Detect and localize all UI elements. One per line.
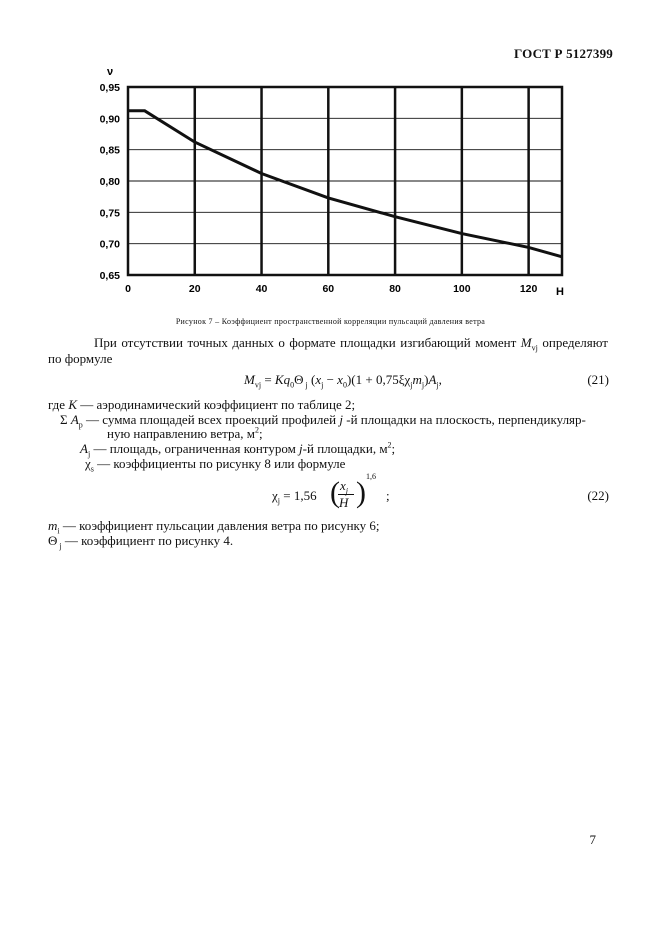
definition-sum-ap-cont: ную направлению ветра, $м^2$;: [107, 425, 263, 441]
figure-caption: Рисунок 7 – Коэффициент пространственной корреляции пульсаций давления ветра: [175, 317, 486, 326]
equation-21-number: (21): [587, 372, 609, 387]
definition-sum-ap: Σ $A_p$ — сумма площадей всех проекций профилей j -й площадки на плоскость, перпендикуляр-: [60, 412, 586, 430]
moment-subscript: vj: [531, 343, 538, 353]
intro-paragraph: [48, 335, 608, 367]
equation-22-number: (22): [587, 488, 609, 503]
definition-aj: $A_j$ — площадь, ограниченная контуром j-й площадки, $м^2$;: [80, 440, 396, 459]
x-tick-label: 80: [389, 283, 401, 295]
chart-grid: [128, 87, 562, 275]
definition-k: где K — аэродинамический коэффициент по таблице 2;: [48, 397, 356, 412]
x-axis-label: Н: [556, 286, 564, 298]
correlation-chart: [90, 60, 580, 305]
y-tick-label: 0,65: [99, 270, 120, 282]
x-tick-label: 0: [125, 283, 131, 295]
y-tick-label: 0,80: [99, 176, 120, 188]
y-tick-label: 0,90: [99, 113, 120, 126]
definition-theta: Θ $_j$ — коэффициент по рисунку 4.: [48, 533, 234, 551]
page-number: 7: [589, 832, 596, 847]
x-tick-label: 120: [519, 283, 538, 295]
y-tick-label: 0,75: [99, 207, 120, 220]
y-tick-labels: [100, 82, 121, 282]
y-tick-label: 0,70: [99, 238, 120, 251]
correlation-curve: [128, 111, 562, 257]
definition-mj: $m_i$ — коэффициент пульсации давления ветра по рисунку 6;: [48, 518, 380, 536]
definition-chi: $\chi_s$ — коэффициенты по рисунку 8 или формуле: [85, 456, 346, 474]
y-axis-label: ν: [107, 66, 114, 78]
x-tick-label: 40: [255, 283, 268, 295]
x-tick-labels: [125, 283, 537, 295]
paragraph-text-before: При отсутствии точных данных о формате площадки изгибающий момент: [94, 335, 521, 350]
y-tick-label: 0,85: [99, 144, 120, 157]
y-tick-label: 0,95: [99, 82, 120, 94]
x-tick-label: 100: [453, 283, 471, 295]
moment-symbol: M: [520, 335, 532, 350]
x-tick-label: 20: [188, 283, 201, 295]
x-tick-label: 60: [322, 283, 335, 295]
page-header: ГОСТ Р 5127399: [513, 46, 613, 61]
paragraph-text-after: определяют по формуле: [48, 335, 608, 366]
equation-21: $M_{vj} = Kq_0\Theta$ $_j$ $(x_j - x_0)(1 + 0,75\xi\chi_jm_j)A_j$,: [244, 372, 442, 390]
